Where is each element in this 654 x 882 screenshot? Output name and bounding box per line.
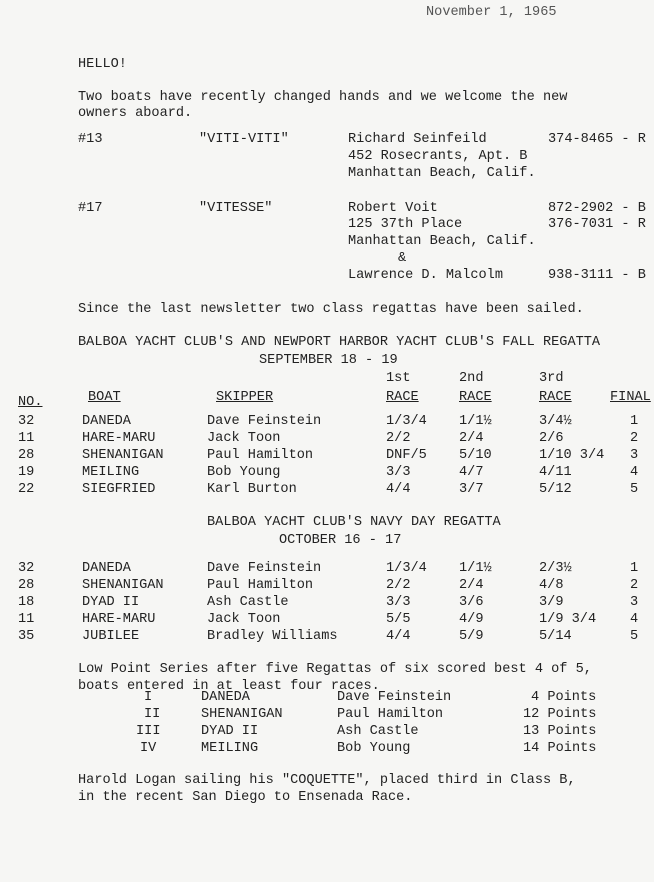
series-rank: III xyxy=(136,724,161,739)
letter-date: November 1, 1965 xyxy=(426,5,557,20)
row-final: 4 xyxy=(630,612,639,627)
row-race2: 1/1½ xyxy=(459,414,492,429)
row-no: 35 xyxy=(18,629,35,644)
regatta1-dates: SEPTEMBER 18 - 19 xyxy=(259,353,398,368)
series-points: 13 Points xyxy=(523,724,597,739)
row-race1: 4/4 xyxy=(386,482,411,497)
row-race1: 1/3/4 xyxy=(386,414,427,429)
owner-line: Manhattan Beach, Calif. xyxy=(348,234,536,249)
owner-line: Manhattan Beach, Calif. xyxy=(348,166,536,181)
series-points: 14 Points xyxy=(523,741,597,756)
boat-header: BOAT xyxy=(88,390,121,405)
row-race1: DNF/5 xyxy=(386,448,427,463)
row-boat: HARE-MARU xyxy=(82,612,156,627)
row-skipper: Paul Hamilton xyxy=(207,448,314,463)
row-skipper: Bob Young xyxy=(207,465,281,480)
closing-line-2: in the recent San Diego to Ensenada Race. xyxy=(78,790,413,805)
owner-boat-name: "VITI-VITI" xyxy=(199,132,289,147)
since-line: Since the last newsletter two class regattas have been sailed. xyxy=(78,302,584,317)
row-final: 3 xyxy=(630,448,639,463)
row-no: 28 xyxy=(18,578,35,593)
row-race3: 2/6 xyxy=(539,431,564,446)
row-race2: 5/10 xyxy=(459,448,492,463)
owner-line: 125 37th Place xyxy=(348,217,463,232)
row-race3: 1/10 3/4 xyxy=(539,448,605,463)
row-skipper: Karl Burton xyxy=(207,482,297,497)
no-header: NO. xyxy=(18,395,43,410)
row-boat: DYAD II xyxy=(82,595,140,610)
row-race3: 3/9 xyxy=(539,595,564,610)
row-boat: DANEDA xyxy=(82,561,131,576)
series-points: 4 Points xyxy=(531,690,597,705)
row-race3: 4/11 xyxy=(539,465,572,480)
row-race2: 4/9 xyxy=(459,612,484,627)
series-boat: DYAD II xyxy=(201,724,259,739)
row-final: 1 xyxy=(630,561,639,576)
race2-header: RACE xyxy=(459,390,492,405)
race2-top-header: 2nd xyxy=(459,371,484,386)
series-boat: DANEDA xyxy=(201,690,250,705)
row-race3: 4/8 xyxy=(539,578,564,593)
row-no: 11 xyxy=(18,612,35,627)
owner-boat-name: "VITESSE" xyxy=(199,201,273,216)
final-header: FINAL xyxy=(610,390,651,405)
series-points: 12 Points xyxy=(523,707,597,722)
regatta2-dates: OCTOBER 16 - 17 xyxy=(279,533,402,548)
row-skipper: Bradley Williams xyxy=(207,629,338,644)
race3-top-header: 3rd xyxy=(539,371,564,386)
row-boat: DANEDA xyxy=(82,414,131,429)
owner-line: Richard Seinfeild xyxy=(348,132,487,147)
series-skipper: Ash Castle xyxy=(337,724,419,739)
owner-phone: 376-7031 - R xyxy=(548,217,646,232)
series-line-2: boats entered in at least four races. xyxy=(78,679,380,694)
row-race1: 1/3/4 xyxy=(386,561,427,576)
row-final: 5 xyxy=(630,482,639,497)
regatta2-title: BALBOA YACHT CLUB'S NAVY DAY REGATTA xyxy=(207,515,501,530)
row-race1: 3/3 xyxy=(386,465,411,480)
owner-line: Robert Voit xyxy=(348,201,438,216)
owner-phone: 872-2902 - B xyxy=(548,201,646,216)
row-race3: 1/9 3/4 xyxy=(539,612,597,627)
row-skipper: Dave Feinstein xyxy=(207,561,322,576)
series-boat: MEILING xyxy=(201,741,259,756)
row-final: 2 xyxy=(630,431,639,446)
row-race2: 3/7 xyxy=(459,482,484,497)
greeting: HELLO! xyxy=(78,57,127,72)
row-no: 19 xyxy=(18,465,35,480)
owner-line: 452 Rosecrants, Apt. B xyxy=(348,149,528,164)
owner-boat-number: #17 xyxy=(78,201,103,216)
row-race1: 4/4 xyxy=(386,629,411,644)
closing-line-1: Harold Logan sailing his "COQUETTE", placed third in Class B, xyxy=(78,773,576,788)
row-boat: SIEGFRIED xyxy=(82,482,156,497)
row-no: 32 xyxy=(18,561,35,576)
row-boat: JUBILEE xyxy=(82,629,140,644)
row-final: 4 xyxy=(630,465,639,480)
race1-header: RACE xyxy=(386,390,419,405)
row-race2: 3/6 xyxy=(459,595,484,610)
row-race1: 2/2 xyxy=(386,578,411,593)
skipper-header: SKIPPER xyxy=(216,390,274,405)
series-boat: SHENANIGAN xyxy=(201,707,283,722)
row-skipper: Ash Castle xyxy=(207,595,289,610)
row-boat: HARE-MARU xyxy=(82,431,156,446)
owner-line: & xyxy=(398,251,407,266)
series-rank: IV xyxy=(140,741,157,756)
row-no: 28 xyxy=(18,448,35,463)
owner-boat-number: #13 xyxy=(78,132,103,147)
row-race2: 4/7 xyxy=(459,465,484,480)
row-skipper: Dave Feinstein xyxy=(207,414,322,429)
row-final: 1 xyxy=(630,414,639,429)
row-no: 18 xyxy=(18,595,35,610)
row-race1: 3/3 xyxy=(386,595,411,610)
intro-line-1: Two boats have recently changed hands and we welcome the new xyxy=(78,90,568,105)
row-final: 2 xyxy=(630,578,639,593)
row-race2: 5/9 xyxy=(459,629,484,644)
owner-line: Lawrence D. Malcolm xyxy=(348,268,503,283)
row-race1: 2/2 xyxy=(386,431,411,446)
row-race2: 2/4 xyxy=(459,578,484,593)
series-skipper: Bob Young xyxy=(337,741,411,756)
row-skipper: Paul Hamilton xyxy=(207,578,314,593)
row-boat: MEILING xyxy=(82,465,140,480)
row-race3: 5/14 xyxy=(539,629,572,644)
row-boat: SHENANIGAN xyxy=(82,578,164,593)
row-no: 11 xyxy=(18,431,35,446)
row-final: 3 xyxy=(630,595,639,610)
regatta1-title: BALBOA YACHT CLUB'S AND NEWPORT HARBOR YACHT CLUB'S FALL REGATTA xyxy=(78,335,601,350)
row-race2: 1/1½ xyxy=(459,561,492,576)
series-skipper: Paul Hamilton xyxy=(337,707,444,722)
owner-phone: 938-3111 - B xyxy=(548,268,646,283)
row-race2: 2/4 xyxy=(459,431,484,446)
series-rank: II xyxy=(144,707,161,722)
intro-line-2: owners aboard. xyxy=(78,106,193,121)
row-race1: 5/5 xyxy=(386,612,411,627)
race1-top-header: 1st xyxy=(386,371,411,386)
owner-phone: 374-8465 - R xyxy=(548,132,646,147)
row-race3: 5/12 xyxy=(539,482,572,497)
row-skipper: Jack Toon xyxy=(207,431,281,446)
row-final: 5 xyxy=(630,629,639,644)
series-line-1: Low Point Series after five Regattas of six scored best 4 of 5, xyxy=(78,662,592,677)
row-no: 32 xyxy=(18,414,35,429)
series-rank: I xyxy=(144,690,153,705)
series-skipper: Dave Feinstein xyxy=(337,690,452,705)
row-race3: 2/3½ xyxy=(539,561,572,576)
row-race3: 3/4½ xyxy=(539,414,572,429)
row-boat: SHENANIGAN xyxy=(82,448,164,463)
race3-header: RACE xyxy=(539,390,572,405)
row-no: 22 xyxy=(18,482,35,497)
row-skipper: Jack Toon xyxy=(207,612,281,627)
